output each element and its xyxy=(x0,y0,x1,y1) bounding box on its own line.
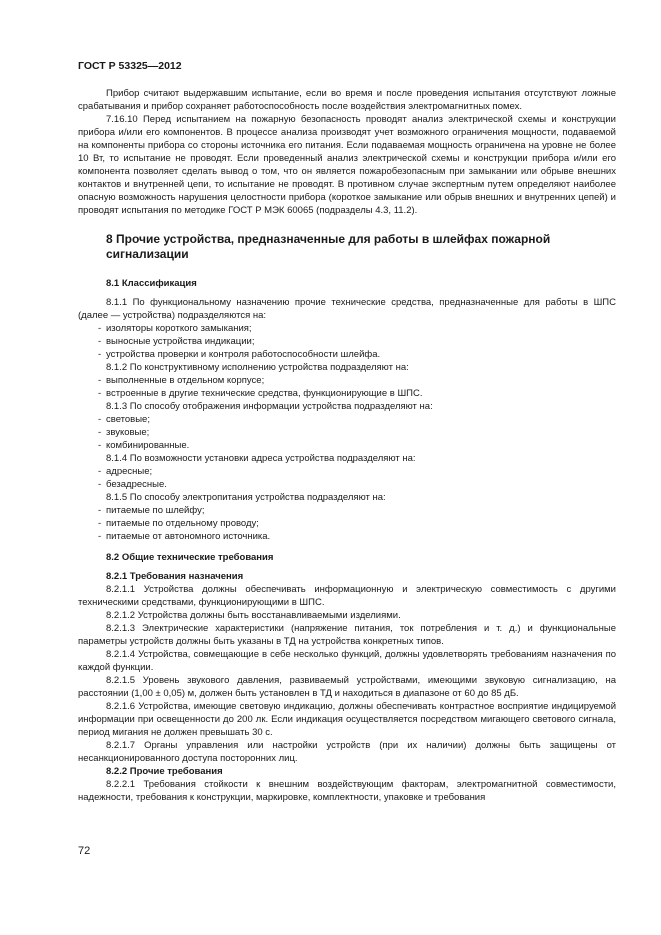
subsection-title: 8.1 Классификация xyxy=(106,278,197,289)
paragraph: 8.1.4 По возможности установки адреса устройства подразделяют на: xyxy=(106,453,416,464)
paragraph: 8.2.1.6 Устройства, имеющие световую индикацию, должны обеспечивать контрастное восприятие индицируемой информации при освещенности до 200 лк. Если индикация осуществляется посредством мигающего светового сигнала, период мигания не должен превышать 30 с. xyxy=(78,701,616,738)
paragraph: 8.2.1.1 Устройства должны обеспечивать информационную и электрическую совместимость с другими техническими средствами, функционирующими в ШПС. xyxy=(78,584,616,608)
list-item: - звуковые; xyxy=(98,427,150,438)
paragraph: 8.2.1.4 Устройства, совмещающие в себе несколько функций, должны удовлетворять требованиям назначения по каждой функции. xyxy=(78,649,616,673)
subsection-title: 8.2 Общие технические требования xyxy=(106,552,274,563)
list-item: - выносные устройства индикации; xyxy=(98,336,255,347)
list-item: - выполненные в отдельном корпусе; xyxy=(98,375,265,386)
list-item: - питаемые по отдельному проводу; xyxy=(98,518,259,529)
page-number: 72 xyxy=(78,845,91,857)
list-item: - световые; xyxy=(98,414,150,425)
standard-header: ГОСТ Р 53325—2012 xyxy=(78,60,182,72)
paragraph: 8.2.1.5 Уровень звукового давления, развиваемый устройствами, имеющими звуковую сигнализацию, на расстоянии (1,00 ± 0,05) м, должен быть установлен в ТД и находиться в диапазоне от 60 до 85 дБ. xyxy=(78,675,616,699)
paragraph: 7.16.10 Перед испытанием на пожарную безопасность проводят анализ электрической схемы и конструкции прибора и/или его компонентов. В процессе анализа производят учет возможного ограничения мощности, подаваемой на компоненты прибора со стороны источника его питания. Если подаваемая мощность ограничена на уровне не более 10 Вт, то испытание не проводят. Если проведенный анализ электрической схемы и конструкции прибора и/или его компонента позволяет сделать вывод о том, что он является пожаробезопасным при замыкании или обрыве внешних контактов и внутренней цепи, то испытание не проводят. В противном случае экспертным путем определяют наиболее опасную возможность нарушения целостности прибора (короткое замыкание или обрыв внешних и внутренних цепей) и проводят испытания по методике ГОСТ Р МЭК 60065 (подразделы 4.3, 11.2). xyxy=(78,114,616,216)
paragraph: 8.1.5 По способу электропитания устройства подразделяют на: xyxy=(106,492,386,503)
list-item: - питаемые от автономного источника. xyxy=(98,531,271,542)
paragraph: 8.1.1 По функциональному назначению прочие технические средства, предназначенные для работы в ШПС (далее — устройства) подразделяются на: xyxy=(78,297,616,321)
subsection-title: 8.2.1 Требования назначения xyxy=(106,571,244,582)
paragraph: 8.2.1.7 Органы управления или настройки устройств (при их наличии) должны быть защищены от несанкционированного доступа посторонних лиц. xyxy=(78,740,616,764)
subsection-title: 8.2.2 Прочие требования xyxy=(106,766,223,777)
paragraph: 8.2.1.2 Устройства должны быть восстанавливаемыми изделиями. xyxy=(106,610,401,621)
list-item: - встроенные в другие технические средства, функционирующие в ШПС. xyxy=(98,388,423,399)
list-item: - питаемые по шлейфу; xyxy=(98,505,205,516)
paragraph: Прибор считают выдержавшим испытание, если во время и после проведения испытания отсутствуют ложные срабатывания и прибор сохраняет работоспособность после воздействия электромагнитных помех. xyxy=(78,88,616,112)
paragraph: 8.2.2.1 Требования стойкости к внешним воздействующим факторам, электромагнитной совместимости, надежности, требования к конструкции, маркировке, комплектности, упаковке и требования xyxy=(78,779,616,803)
paragraph: 8.1.3 По способу отображения информации устройства подразделяют на: xyxy=(106,401,433,412)
paragraph: 8.2.1.3 Электрические характеристики (напряжение питания, ток потребления и т. д.) и функциональные параметры устройств должны быть указаны в ТД на устройства конкретных типов. xyxy=(78,623,616,647)
paragraph: 8.1.2 По конструктивному исполнению устройства подразделяют на: xyxy=(106,362,409,373)
list-item: - комбинированные. xyxy=(98,440,190,451)
list-item: - устройства проверки и контроля работоспособности шлейфа. xyxy=(98,349,381,360)
list-item: - изоляторы короткого замыкания; xyxy=(98,323,252,334)
list-item: - адресные; xyxy=(98,466,153,477)
section-title: 8 Прочие устройства, предназначенные для работы в шлейфах пожарной сигнализации xyxy=(106,232,551,261)
list-item: - безадресные. xyxy=(98,479,167,490)
